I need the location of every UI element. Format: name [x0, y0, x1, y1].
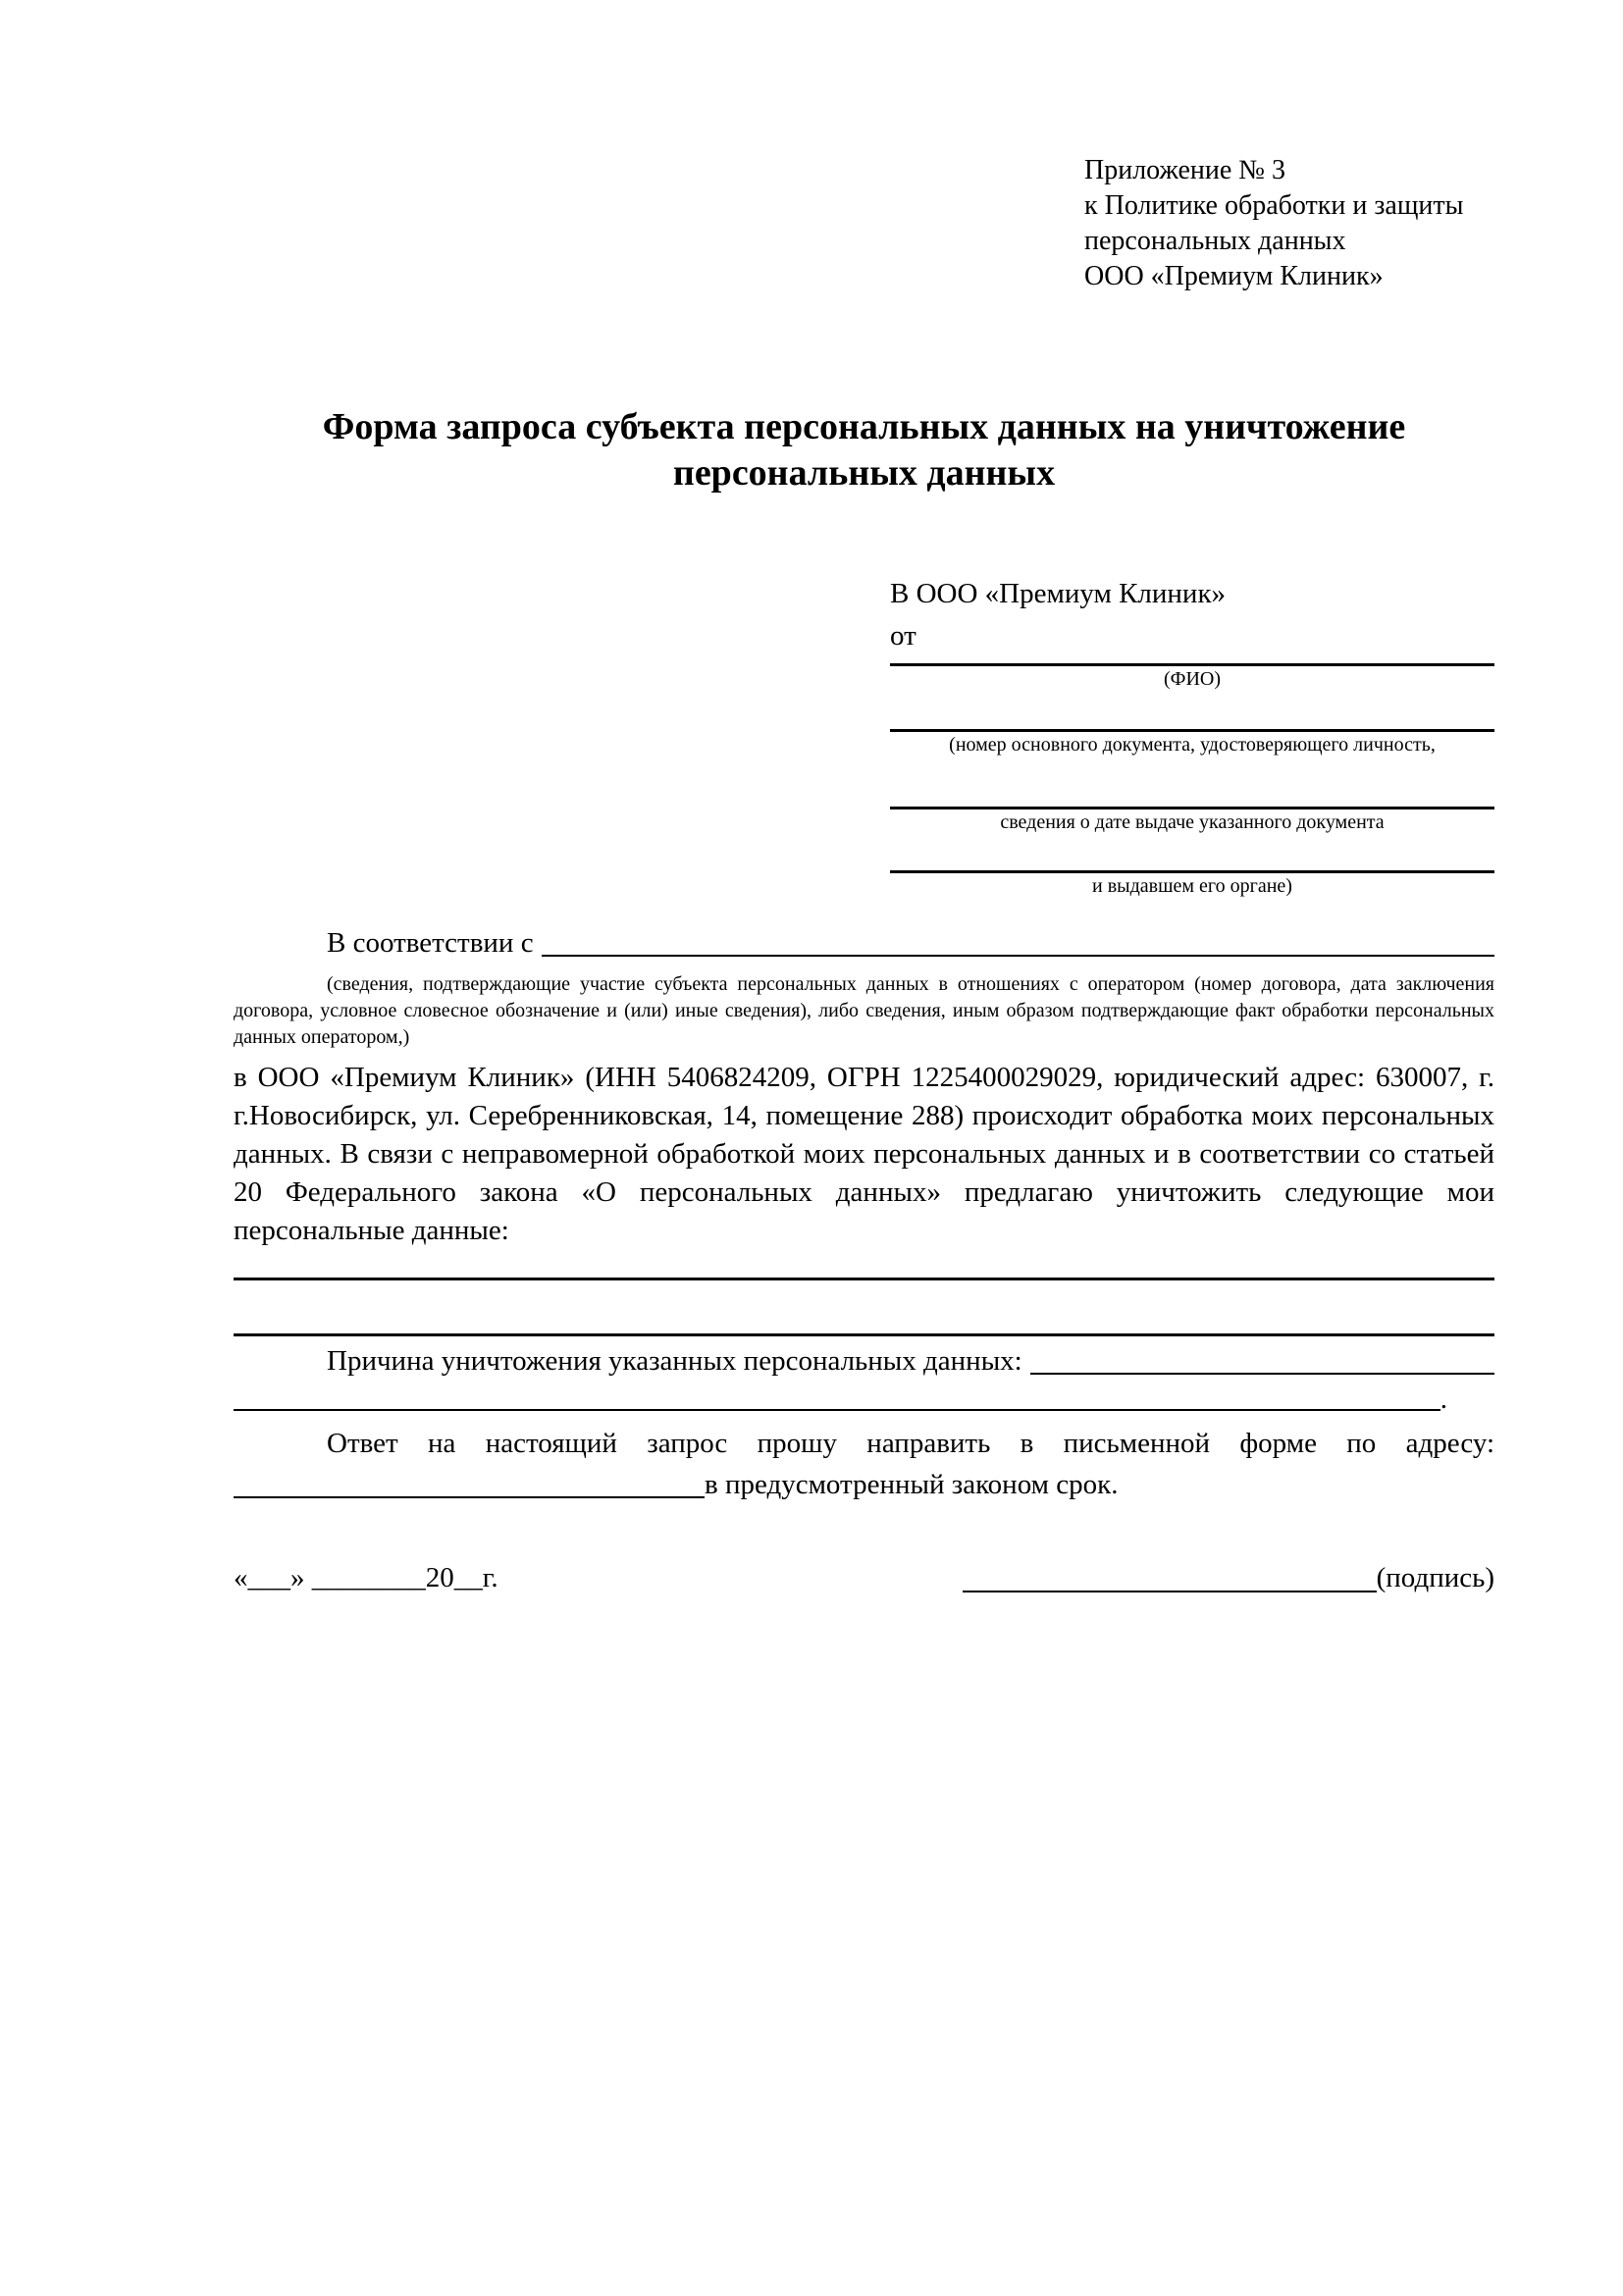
doc-issuer-caption: и выдавшем его органе) — [1092, 875, 1292, 897]
accordance-label: В соответствии с — [327, 927, 534, 959]
address-fill-line — [234, 1464, 705, 1498]
signature-fill-line — [963, 1556, 1377, 1592]
reason-continuation-line — [234, 1382, 1494, 1417]
accordance-note: (сведения, подтверждающие участие субъекта персональных данных в отношениях с оператором (номер договора, дата заключения договора, условное словесное обозначение и (или) иные сведения), либо сведения, иным образом подтверждающие факт обработки персональных данных оператором,) — [234, 973, 1494, 1048]
addressee-block — [890, 573, 1494, 899]
personal-data-fill-line-1 — [234, 1278, 1494, 1280]
response-address-line — [234, 1464, 1494, 1505]
appendix-header-line: к Политике обработки и защиты — [1084, 190, 1464, 221]
response-request-line: Ответ на настоящий запрос прошу направить в письменной форме по адресу: — [327, 1428, 1494, 1459]
main-paragraph: в ООО «Премиум Клиник» (ИНН 5406824209, ОГРН 1225400029029, юридический адрес: 630007, г. г.Новосибирск, ул. Серебренниковская, 14, помещение 288) происходит обработка моих персональных данных. В связи с неправомерной обработкой моих персональных данных и в соответствии со статьей 20 Федерального закона «О персональных данных» предлагаю уничтожить следующие мои персональные данные: — [234, 1062, 1494, 1246]
form-body — [234, 922, 1494, 1599]
form-title — [234, 404, 1494, 496]
personal-data-fill-line-2 — [234, 1333, 1494, 1336]
doc-date-caption: сведения о дате выдаче указанного документа — [1000, 811, 1385, 833]
doc-number-caption: (номер основного документа, удостоверяющего личность, — [949, 734, 1436, 756]
signature-group — [963, 1556, 1494, 1599]
addressee-to: В ООО «Премиум Клиник» — [890, 578, 1227, 609]
form-title-line-2: персональных данных — [672, 452, 1056, 494]
date-signature-row — [234, 1556, 1494, 1599]
fio-caption: (ФИО) — [1163, 668, 1221, 690]
reason-fill-line-2 — [234, 1382, 1440, 1411]
appendix-header-line: Приложение № 3 — [1084, 155, 1285, 185]
accordance-fill-line — [542, 922, 1494, 957]
reason-line — [234, 1340, 1494, 1382]
appendix-header-line: ООО «Премиум Клиник» — [1084, 261, 1384, 291]
addressee-from-label: от — [890, 620, 916, 652]
reason-fill-line — [1030, 1340, 1494, 1375]
signature-caption: (подпись) — [1376, 1562, 1494, 1593]
form-title-line-1: Форма запроса субъекта персональных данных на уничтожение — [322, 406, 1406, 447]
reason-label: Причина уничтожения указанных персональных данных: — [327, 1345, 1022, 1377]
reason-period: . — [1440, 1383, 1447, 1415]
accordance-line — [234, 922, 1494, 964]
response-suffix: в предусмотренный законом срок. — [705, 1469, 1119, 1500]
appendix-header — [1084, 153, 1463, 294]
appendix-header-line: персональных данных — [1084, 226, 1346, 256]
date-line: «___» ________20__г. — [234, 1562, 498, 1593]
